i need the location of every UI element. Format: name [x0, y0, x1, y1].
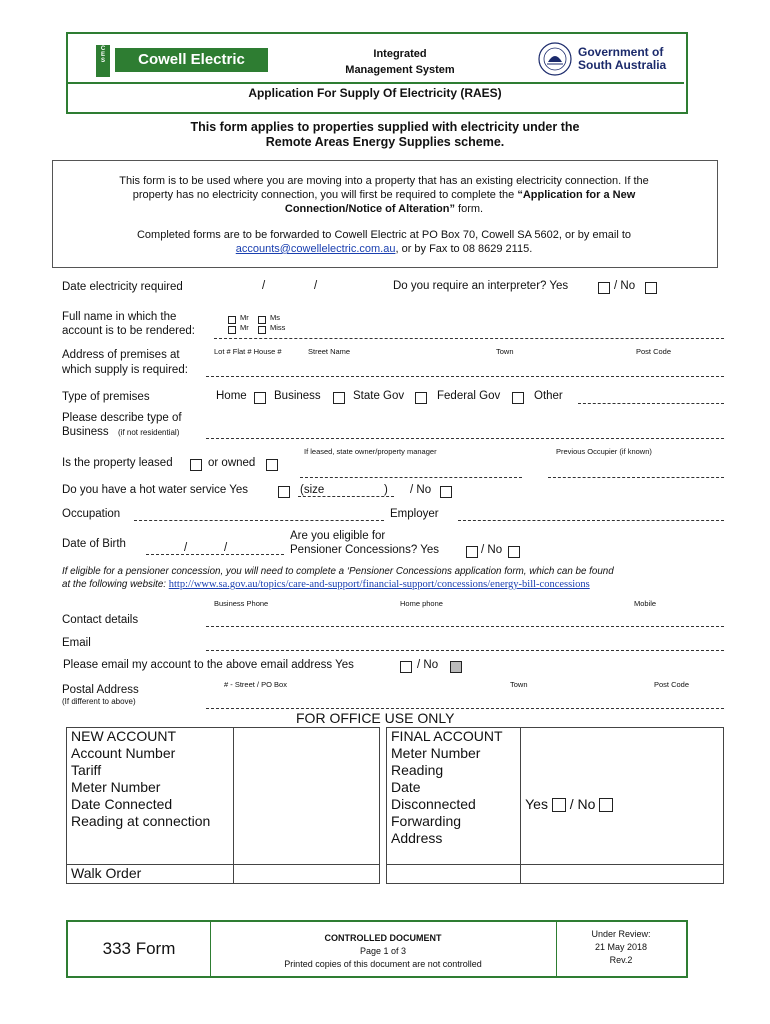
disconnected-options [525, 796, 613, 813]
pension-note [62, 565, 722, 591]
title-miss-checkbox[interactable] [258, 321, 266, 339]
controlled-doc-cell [210, 922, 557, 976]
ces-logo: CES [96, 45, 110, 77]
describe-label-2: Business [62, 426, 109, 438]
new-account-labels [67, 728, 234, 865]
date-connected-label: Date Connected [71, 796, 173, 812]
pension-no-label: / No [481, 544, 503, 556]
forwarding-label: Forwarding [391, 813, 462, 829]
address-label-1: Address of premises at [62, 349, 180, 361]
disconnected-no-label: / No [569, 796, 596, 812]
postal-street-hint: # - Street / PO Box [224, 680, 287, 689]
employer-label: Employer [390, 508, 439, 520]
final-account-table [386, 727, 724, 884]
forwarding-address-label: Address [391, 830, 443, 846]
header-divider [66, 82, 684, 84]
title-mr-label: Mr [240, 313, 249, 322]
info-p1-line1: This form is to be used where you are moving into a property that has an existing electricity connection. If the [119, 175, 649, 187]
date-required-label: Date electricity required [62, 281, 183, 293]
leased-owner-hint: If leased, state owner/property manager [304, 447, 437, 456]
cowell-electric-logo: Cowell Electric [115, 48, 268, 72]
disconnected-no-checkbox[interactable] [599, 798, 613, 812]
footer-box [66, 920, 688, 978]
walk-order-label: Walk Order [67, 865, 234, 884]
tariff-label: Tariff [71, 762, 102, 778]
pension-no-checkbox[interactable] [508, 543, 520, 561]
email-account-label: Please email my account to the above email address Yes [63, 659, 354, 671]
ims-title [330, 46, 470, 78]
email-input-line[interactable] [206, 650, 724, 651]
dob-label: Date of Birth [62, 538, 126, 550]
new-meter-number-label: Meter Number [71, 779, 161, 795]
home-phone-hint: Home phone [400, 599, 443, 608]
review-date: 21 May 2018 [594, 942, 648, 952]
hot-water-no-label: / No [410, 484, 432, 496]
intro-line-2: Remote Areas Energy Supplies scheme. [265, 135, 505, 149]
final-empty-value [521, 865, 724, 884]
accounts-email-link[interactable]: accounts@cowellelectric.com.au [235, 243, 396, 255]
interpreter-no-label: / No [614, 280, 636, 292]
size-close-label: ) [384, 484, 388, 496]
federal-gov-checkbox[interactable] [512, 389, 524, 407]
office-use-title: FOR OFFICE USE ONLY [296, 710, 455, 726]
dob-input-line[interactable] [146, 554, 284, 555]
occupation-input-line[interactable] [134, 520, 384, 521]
dob-slash-2: / [224, 542, 228, 554]
addr-town-hint: Town [496, 347, 514, 356]
addr-postcode-hint: Post Code [636, 347, 672, 356]
state-gov-label: State Gov [353, 390, 405, 402]
postal-label: Postal Address [62, 684, 139, 696]
addr-street-hint: Street Name [308, 347, 351, 356]
email-label: Email [62, 637, 91, 649]
hot-water-yes-checkbox[interactable] [278, 483, 290, 501]
describe-input-line[interactable] [206, 438, 724, 439]
new-account-heading: NEW ACCOUNT [71, 728, 176, 744]
postal-input-line[interactable] [206, 708, 724, 709]
other-label: Other [534, 390, 563, 402]
occupation-label: Occupation [62, 508, 121, 520]
reading-at-connection-label: Reading at connection [71, 813, 211, 829]
final-account-labels [387, 728, 521, 865]
leased-checkbox[interactable] [190, 456, 202, 474]
reading-label: Reading [391, 762, 444, 778]
form-title: Application For Supply Of Electricity (RAES) [248, 86, 502, 100]
gov-sa-logo-text [578, 46, 666, 72]
other-input-line[interactable] [578, 403, 724, 404]
controlled-document-label: CONTROLLED DOCUMENT [324, 933, 442, 943]
revision: Rev.2 [609, 955, 633, 965]
info-p1-line3: form. [454, 203, 484, 215]
info-paragraph-1 [64, 174, 704, 216]
final-account-heading: FINAL ACCOUNT [391, 728, 503, 744]
date-slash-2: / [314, 280, 318, 292]
federal-gov-label: Federal Gov [437, 390, 501, 402]
business-phone-hint: Business Phone [214, 599, 269, 608]
date-slash-1: / [262, 280, 266, 292]
hot-water-label: Do you have a hot water service Yes [62, 484, 249, 496]
contact-label: Contact details [62, 614, 139, 626]
new-account-table [66, 727, 380, 884]
contact-input-line[interactable] [206, 626, 724, 627]
final-meter-number-label: Meter Number [391, 745, 481, 761]
review-cell [556, 922, 686, 976]
owner-input-line[interactable] [300, 477, 522, 478]
disconnected-yes-checkbox[interactable] [552, 798, 566, 812]
dob-slash-1: / [184, 542, 188, 554]
owned-label: or owned [208, 457, 256, 469]
title-ms-label: Ms [270, 313, 280, 322]
describe-label-1: Please describe type of [62, 412, 182, 424]
new-connection-form-name: “Application for a New [517, 189, 636, 201]
disconnected-yes-label: Yes [525, 796, 548, 812]
form-number-cell [68, 922, 211, 976]
government-seal-icon [538, 42, 572, 76]
email-account-yes-checkbox[interactable] [400, 658, 412, 676]
postal-town-hint: Town [510, 680, 528, 689]
info-p2-line2: , or by Fax to 08 8629 2115. [395, 243, 533, 255]
pension-concessions-link[interactable]: http://www.sa.gov.au/topics/care-and-support/financial-support/concessions/energy-bill-concessions [168, 579, 590, 590]
info-p1-line2: property has no electricity connection, you will first be required to complete the [132, 189, 518, 201]
under-review-label: Under Review: [591, 929, 651, 939]
title-mrs-label: Mr [240, 323, 249, 332]
postal-postcode-hint: Post Code [654, 680, 690, 689]
alteration-form-name: Connection/Notice of Alteration” [284, 203, 455, 215]
info-p2-line1: Completed forms are to be forwarded to Cowell Electric at PO Box 70, Cowell SA 5602, or by email to [136, 229, 631, 241]
fullname-label-2: account is to be rendered: [62, 325, 195, 337]
size-input-line[interactable] [298, 496, 394, 497]
pension-note-line-1: If eligible for a pensioner concession, you will need to complete a ‘Pensioner Concessions application form, which can be found [62, 566, 614, 577]
page-number: Page 1 of 3 [359, 946, 407, 956]
hot-water-no-checkbox[interactable] [440, 483, 452, 501]
gov-line-1: Government of [578, 45, 664, 59]
postal-note: (If different to above) [62, 697, 136, 706]
business-checkbox[interactable] [333, 389, 345, 407]
pension-yes-checkbox[interactable] [466, 543, 478, 561]
describe-note: (if not residential) [118, 428, 180, 437]
final-empty-cell [387, 865, 521, 884]
address-input-line[interactable] [206, 376, 724, 377]
form-number: 333 Form [102, 939, 176, 958]
walk-order-value[interactable] [234, 865, 380, 884]
ims-line-2: Management System [345, 64, 455, 76]
account-number-label: Account Number [71, 745, 176, 761]
fullname-input-line[interactable] [214, 338, 724, 339]
pension-note-line-2: at the following website: [62, 579, 167, 590]
title-miss-label: Miss [270, 323, 286, 332]
type-premises-label: Type of premises [62, 391, 150, 403]
interpreter-no-checkbox[interactable] [645, 279, 657, 297]
addr-lot-hint: Lot # Flat # House # [214, 347, 282, 356]
eligible-label-2: Pensioner Concessions? Yes [290, 544, 439, 556]
size-label: (size [300, 484, 325, 496]
mobile-hint: Mobile [634, 599, 657, 608]
eligible-label-1: Are you eligible for [290, 530, 386, 542]
leased-label: Is the property leased [62, 457, 173, 469]
new-account-values[interactable] [234, 728, 380, 865]
employer-input-line[interactable] [458, 520, 724, 521]
email-account-no-label: / No [417, 659, 439, 671]
printed-copies-note: Printed copies of this document are not controlled [284, 959, 482, 969]
disconnected-label: Disconnected [391, 796, 476, 812]
ims-line-1: Integrated [373, 48, 427, 60]
prev-occupier-input-line[interactable] [548, 477, 724, 478]
prev-occupier-hint: Previous Occupier (if known) [556, 447, 652, 456]
business-label: Business [274, 390, 321, 402]
intro-line-1: This form applies to properties supplied with electricity under the [190, 120, 580, 134]
date-label: Date [391, 779, 421, 795]
fullname-label-1: Full name in which the [62, 311, 177, 323]
interpreter-yes-checkbox[interactable] [598, 279, 610, 297]
address-label-2: which supply is required: [62, 364, 188, 376]
title-mrs-checkbox[interactable] [228, 321, 236, 339]
info-paragraph-2 [64, 228, 704, 256]
final-account-values[interactable] [521, 728, 724, 865]
intro-heading [60, 120, 710, 150]
home-label: Home [216, 390, 247, 402]
email-account-no-checkbox[interactable] [450, 658, 462, 676]
gov-line-2: South Australia [578, 58, 667, 72]
interpreter-label: Do you require an interpreter? Yes [393, 280, 569, 292]
home-checkbox[interactable] [254, 389, 266, 407]
state-gov-checkbox[interactable] [415, 389, 427, 407]
owned-checkbox[interactable] [266, 456, 278, 474]
